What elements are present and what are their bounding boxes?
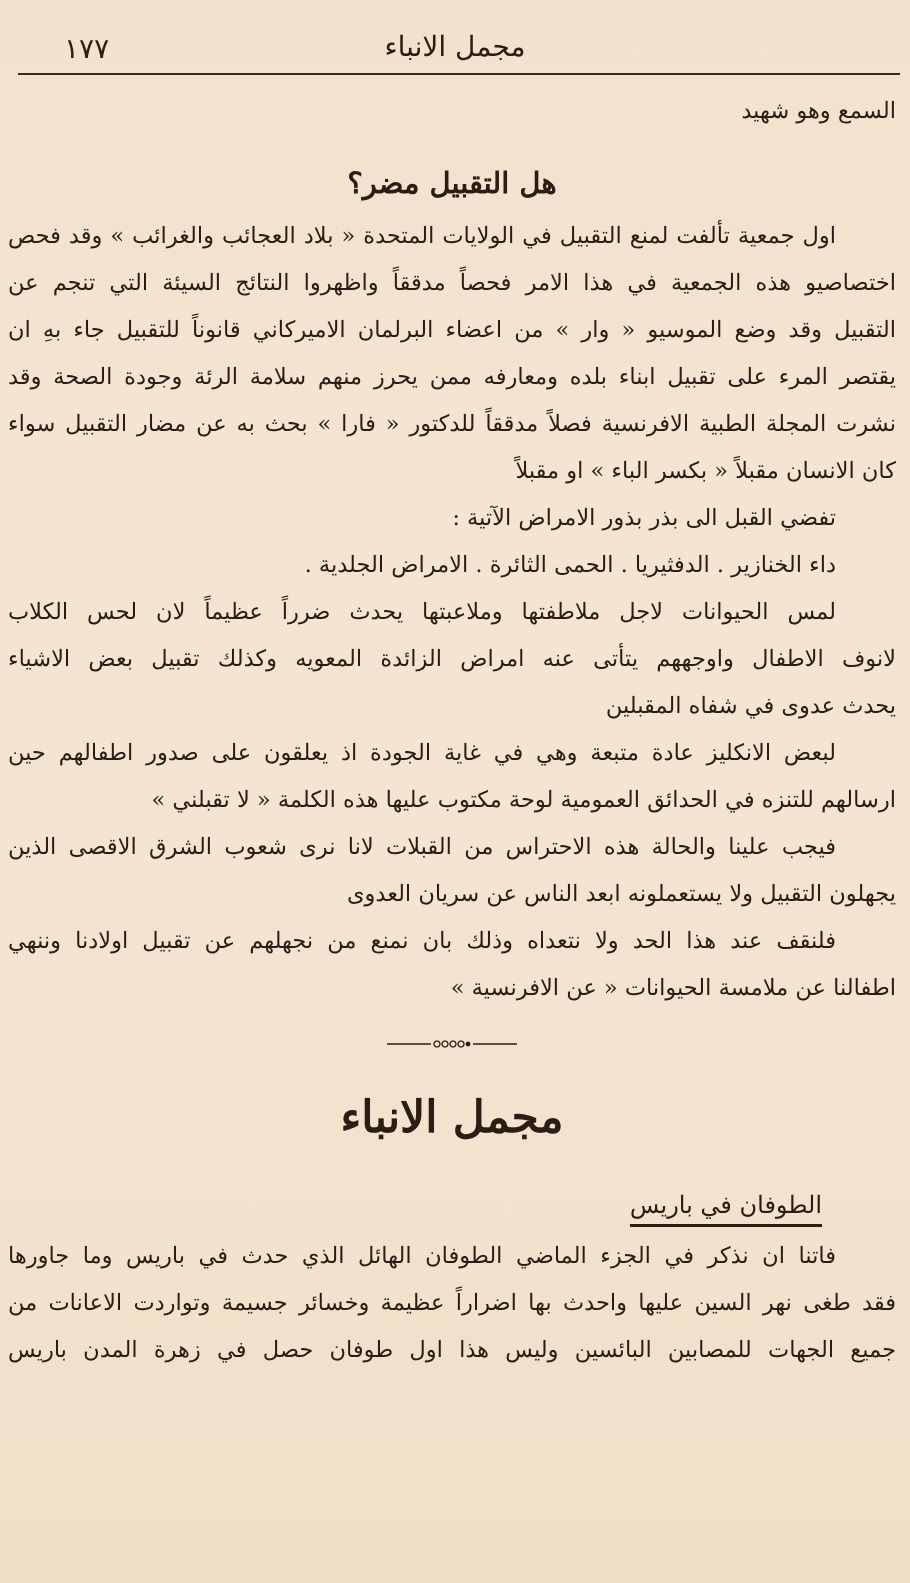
- paragraph-line: اختصاصيو هذه الجمعية في هذا الامر فحصاً مدققاً واظهروا النتائج السيئة التي تنجم عن: [8, 270, 896, 296]
- page-content: [8, 88, 896, 1374]
- paragraph-line: جميع الجهات للمصابين البائسين وليس هذا اول طوفان حصل في زهرة المدن باريس: [8, 1337, 896, 1363]
- paragraph-line: ارسالهم للتنزه في الحدائق العمومية لوحة مكتوب عليها هذه الكلمة « لا تقبلني »: [151, 787, 896, 813]
- paragraph-line: فقد طغى نهر السين عليها واحدث بها اضراراً عظيمة وخسائر جسيمة وتواردت الاعانات من: [8, 1290, 896, 1316]
- paragraph-line: اول جمعية تألفت لمنع التقبيل في الولايات المتحدة « بلاد العجائب والغرائب » وقد فحص: [8, 223, 836, 249]
- article-title: هل التقبيل مضر؟: [347, 166, 557, 200]
- news-subheading: الطوفان في باريس: [630, 1188, 822, 1227]
- news-body: [8, 1233, 896, 1374]
- paragraph-line: لبعض الانكليز عادة متبعة وهي في غاية الجودة اذ يعلقون على صدور اطفالهم حين: [8, 740, 836, 766]
- paragraph-line: تفضي القبل الى بذر بذور الامراض الآتية :: [452, 505, 836, 531]
- paragraph-line: كان الانسان مقبلاً « بكسر الباء » او مقبلاً: [515, 458, 896, 484]
- paragraph-line: نشرت المجلة الطبية الافرنسية فصلاً مدققاً للدكتور « فارا » بحث به عن مضار التقبيل سواء: [8, 411, 896, 437]
- paragraph-line: يحدث عدوى في شفاه المقبلين: [605, 693, 896, 719]
- ornament-divider: [387, 1036, 517, 1052]
- paragraph-line: فيجب علينا والحالة هذه الاحتراس من القبلات لانا نرى شعوب الشرق الاقصى الذين: [8, 834, 836, 860]
- paragraph-line: لانوف الاطفال واوجههم يتأتى عنه امراض الزائدة المعويه وكذلك تقبيل بعض الاشياء: [8, 646, 896, 672]
- running-title: مجمل الانباء: [384, 30, 526, 63]
- paragraph-line: فاتنا ان نذكر في الجزء الماضي الطوفان الهائل الذي حدث في باريس وما جاورها: [8, 1243, 836, 1269]
- page-header: [20, 30, 890, 70]
- paragraph-line: يقتصر المرء على تقبيل ابناء بلده ومعارفه ممن يحرز منهم سلامة الرئة وجودة الصحة وقد: [8, 364, 896, 390]
- paragraph-line: فلنقف عند هذا الحد ولا نتعداه وذلك بان نمنع من نجهلهم عن تقبيل اولادنا وننهي: [8, 928, 836, 954]
- paragraph-line: اطفالنا عن ملامسة الحيوانات « عن الافرنسية »: [450, 975, 896, 1001]
- page-number: ١٧٧: [64, 32, 110, 65]
- paragraph-line: يجهلون التقبيل ولا يستعملونه ابعد الناس عن سريان العدوى: [346, 881, 896, 907]
- paragraph-line: التقبيل وقد وضع الموسيو « وار » من اعضاء البرلمان الاميركاني قانوناً للتقبيل جاء بهِ ان: [8, 317, 896, 343]
- article-body: [8, 213, 896, 1012]
- paragraph-line: لمس الحيوانات لاجل ملاطفتها وملاعبتها يحدث ضرراً عظيماً لان لحس الكلاب: [8, 599, 836, 625]
- continuation-line: السمع وهو شهيد: [741, 98, 896, 124]
- section-title: مجمل الانباء: [340, 1092, 564, 1143]
- header-divider: [18, 73, 900, 75]
- paragraph-line: داء الخنازير . الدفثيريا . الحمى الثائرة . الامراض الجلدية .: [304, 552, 836, 578]
